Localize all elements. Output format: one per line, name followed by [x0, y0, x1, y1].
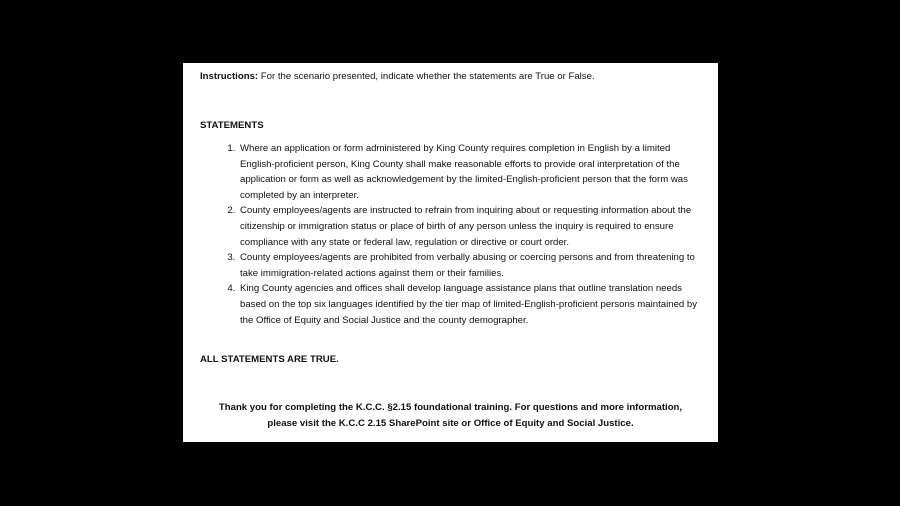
statement-item: 1. Where an application or form administered by King County requires completion in English by a limited English-proficient person, King County shall make reasonable efforts to provide oral interpretation of the application or form as well as acknowledgement by the limited-English-proficient person that the form was completed by an interpreter. — [238, 141, 705, 203]
statements-list — [200, 141, 705, 328]
content-slide — [183, 63, 718, 442]
thank-you-line-2: please visit the K.C.C 2.15 SharePoint site or Office of Equity and Social Justice. — [267, 417, 634, 429]
instructions-line — [200, 69, 595, 85]
thank-you-line-1: Thank you for completing the K.C.C. §2.15 foundational training. For questions and more information, — [218, 402, 683, 413]
statements-heading: STATEMENTS — [200, 120, 264, 131]
statement-item: 2. County employees/agents are instructed to refrain from inquiring about or requesting information about the citizenship or immigration status or place of birth of any person unless the inquiry is required to ensure compliance with any state or federal law, regulation or directive or court order. — [238, 203, 705, 250]
statement-item: 3. County employees/agents are prohibited from verbally abusing or coercing persons and from threatening to take immigration-related actions against them or their families. — [238, 250, 705, 281]
instructions-label: Instructions: — [200, 71, 259, 82]
statement-item: 4. King County agencies and offices shall develop language assistance plans that outline translation needs based on the top six languages identified by the tier map of limited-English-proficient persons maintained by the Office of Equity and Social Justice and the county demographer. — [238, 281, 705, 328]
conclusion-text: ALL STATEMENTS ARE TRUE. — [200, 354, 339, 365]
thank-you-message — [183, 400, 718, 431]
instructions-text: For the scenario presented, indicate whether the statements are True or False. — [258, 71, 595, 82]
